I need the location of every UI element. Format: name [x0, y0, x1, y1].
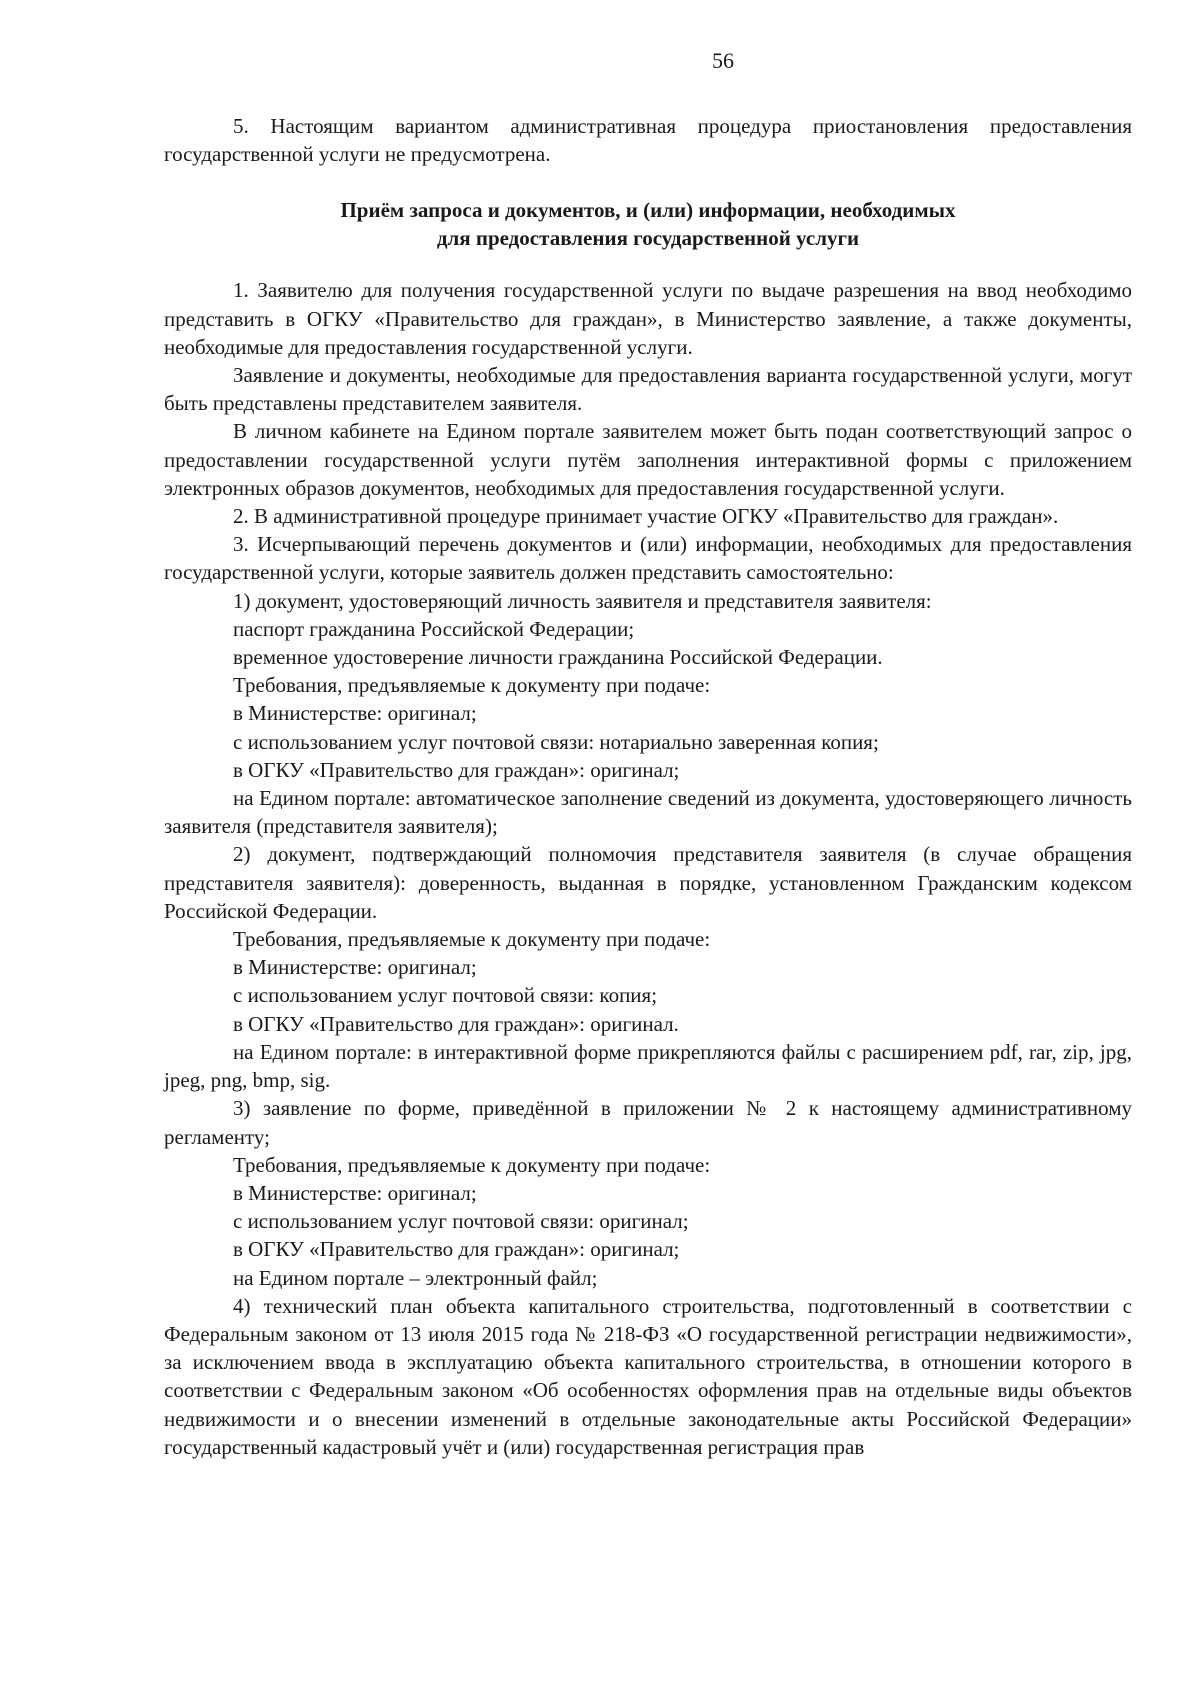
doc3-requirement: с использованием услуг почтовой связи: оригинал;	[233, 1209, 689, 1234]
doc3-requirements-title: Требования, предъявляемые к документу при подаче:	[233, 1152, 711, 1177]
doc1-item: временное удостоверение личности гражданина Российской Федерации.	[233, 645, 883, 670]
doc1-item: паспорт гражданина Российской Федерации;	[233, 616, 635, 641]
doc1-requirements-title: Требования, предъявляемые к документу при подаче:	[233, 673, 711, 698]
doc1-requirement: в Министерстве: оригинал;	[233, 701, 477, 726]
doc2-requirements-title: Требования, предъявляемые к документу при подаче:	[233, 927, 711, 952]
doc2-requirement: в ОГКУ «Правительство для граждан»: оригинал.	[233, 1011, 679, 1036]
doc1-requirement: с использованием услуг почтовой связи: нотариально заверенная копия;	[233, 729, 879, 754]
section-heading	[164, 196, 1132, 252]
doc4-title: 4) технический план объекта капитального строительства, подготовленный в соответствии с Федеральным законом от 13 июля 2015 года № 218-ФЗ «О государственной регистрации недвижимости», за исключением ввода в эксплуатацию объекта капитального строительства, в отношении которого в соответствии с Федеральным законом «Об особенностях оформления прав на отдельные виды объектов недвижимости и о внесении изменений в отдельные законодательные акты Российской Федерации» государственный кадастровый учёт и (или) государственная регистрация прав	[164, 1293, 1132, 1459]
paragraph-3: В личном кабинете на Едином портале заявителем может быть подан соответствующий запрос о предоставлении государственной услуги путём заполнения интерактивной формы с приложением электронных образов документов, необходимых для предоставления государственной услуги.	[164, 419, 1132, 500]
section-heading-line-1: Приём запроса и документов, и (или) информации, необходимых	[340, 198, 956, 223]
section-heading-line-2: для предоставления государственной услуги	[436, 226, 860, 251]
doc2-requirement: в Министерстве: оригинал;	[233, 955, 477, 980]
doc3-requirement: на Едином портале – электронный файл;	[233, 1265, 598, 1290]
doc3-requirement: в ОГКУ «Правительство для граждан»: оригинал;	[233, 1237, 680, 1262]
paragraph-1: 1. Заявителю для получения государственной услуги по выдаче разрешения на ввод необходимо представить в ОГКУ «Правительство для граждан», в Министерство заявление, а также документы, необходимые для предоставления государственной услуги.	[164, 278, 1132, 359]
doc2-portal-requirement: на Едином портале: в интерактивной форме прикрепляются файлы с расширением pdf, rar, zip, jpg, jpeg, png, bmp, sig.	[164, 1039, 1132, 1093]
paragraph-2: Заявление и документы, необходимые для предоставления варианта государственной услуги, могут быть представлены представителем заявителя.	[164, 363, 1132, 416]
doc1-title: 1) документ, удостоверяющий личность заявителя и представителя заявителя:	[233, 588, 932, 613]
doc2-requirement: с использованием услуг почтовой связи: копия;	[233, 983, 658, 1008]
paragraph-5: 3. Исчерпывающий перечень документов и (или) информации, необходимых для предоставления государственной услуги, которые заявитель должен представить самостоятельно:	[164, 532, 1132, 585]
doc1-portal-requirement: на Едином портале: автоматическое заполнение сведений из документа, удостоверяющего личность заявителя (представителя заявителя);	[164, 786, 1132, 839]
intro-paragraph: 5. Настоящим вариантом административная процедура приостановления предоставления государственной услуги не предусмотрена.	[164, 114, 1132, 167]
doc3-title: 3) заявление по форме, приведённой в приложении № 2 к настоящему административному регламенту;	[164, 1096, 1132, 1149]
doc3-requirement: в Министерстве: оригинал;	[233, 1180, 477, 1205]
page-number: 56	[712, 48, 734, 73]
doc1-requirement: в ОГКУ «Правительство для граждан»: оригинал;	[233, 757, 680, 782]
doc2-title: 2) документ, подтверждающий полномочия представителя заявителя (в случае обращения представителя заявителя): доверенность, выданная в порядке, установленном Гражданским кодексом Российской Федерации.	[164, 842, 1132, 923]
paragraph-4: 2. В административной процедуре принимает участие ОГКУ «Правительство для граждан».	[233, 504, 1059, 529]
